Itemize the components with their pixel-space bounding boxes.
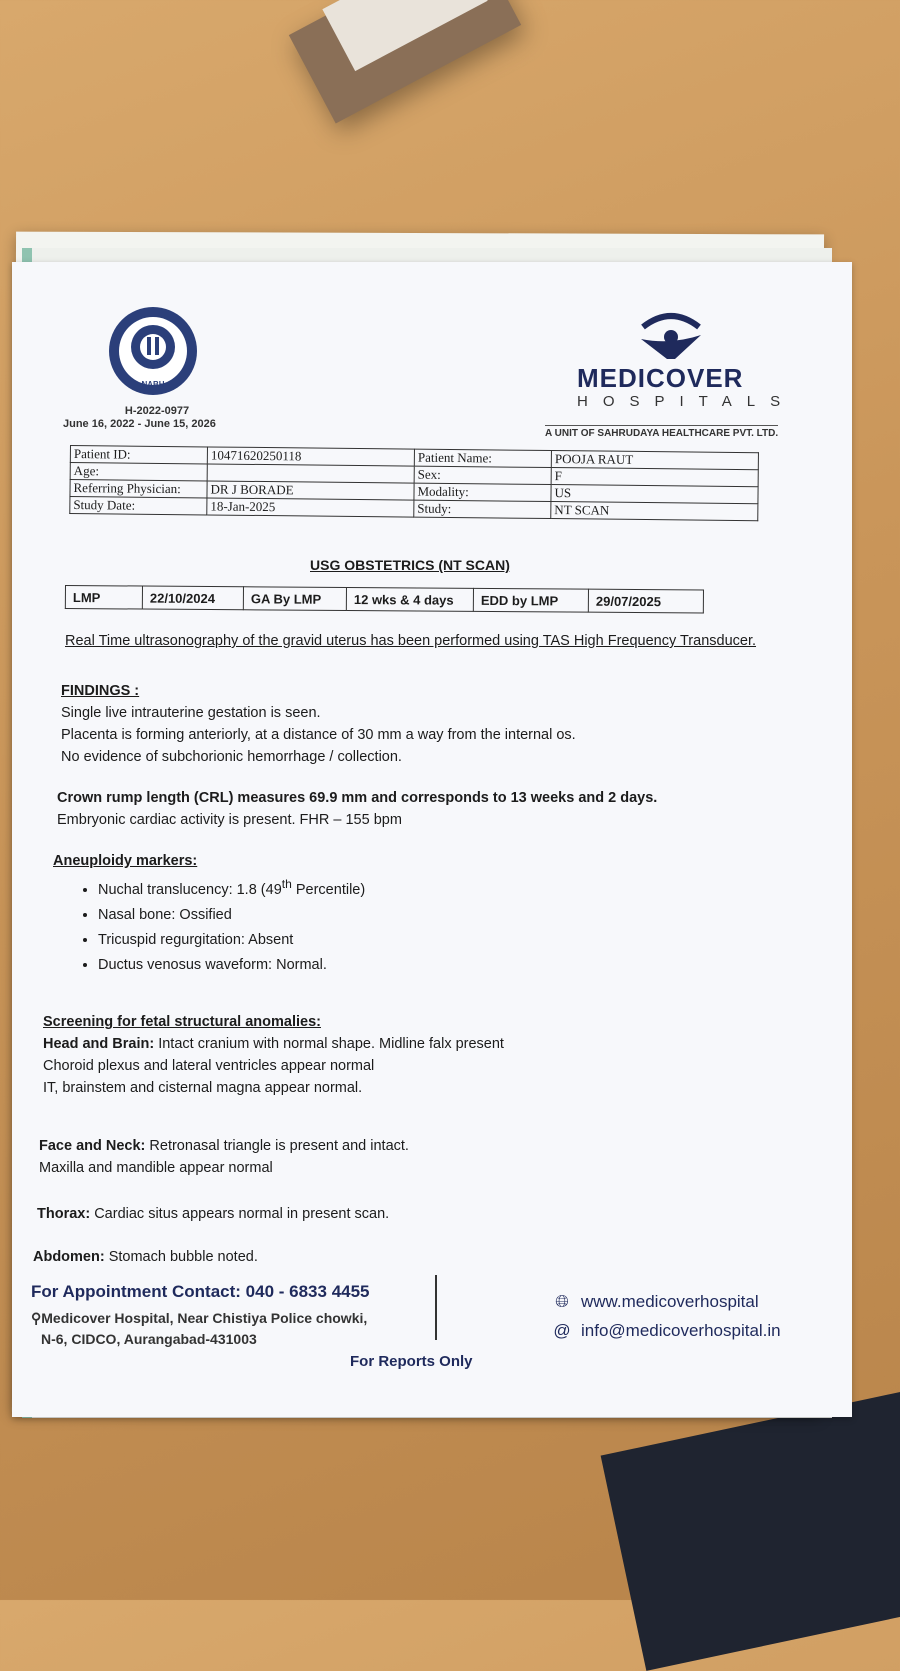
face-line-1: Retronasal triangle is present and intact.: [145, 1138, 409, 1154]
nt-text: Nuchal translucency: 1.8 (49: [98, 881, 282, 898]
patient-id-label: Patient ID:: [70, 446, 207, 464]
reports-note: For Reports Only: [350, 1353, 473, 1370]
ref-value: DR J BORADE: [207, 481, 414, 500]
study-label: Study:: [414, 500, 551, 518]
list-item: • Ductus venosus waveform: Normal.: [98, 953, 365, 978]
study-date-label: Study Date:: [70, 497, 207, 515]
edd-label: EDD by LMP: [473, 588, 588, 612]
finding-line: Placenta is forming anteriorly, at a distance of 30 mm a way from the internal os.: [61, 727, 576, 743]
table-row: [65, 586, 703, 613]
thorax-label: Thorax:: [37, 1206, 91, 1222]
patient-name-label: Patient Name:: [414, 449, 551, 467]
modality-label: Modality:: [414, 483, 551, 501]
marker-list: [53, 872, 365, 978]
globe-icon: 🌐︎: [555, 1292, 569, 1311]
face-section: [39, 1135, 409, 1179]
crl-section: [57, 787, 657, 831]
report-sheet: [25, 275, 835, 1400]
aneuploidy-section: [53, 850, 365, 978]
head-line-1: Intact cranium with normal shape. Midline falx present: [154, 1036, 504, 1052]
report-title: USG OBSTETRICS (NT SCAN): [310, 557, 510, 573]
dark-cloth: [601, 1389, 900, 1671]
crl-measure: Crown rump length (CRL) measures 69.9 mm and corresponds to 13 weeks and 2 days.: [57, 790, 658, 806]
brand-unit: A UNIT OF SAHRUDAYA HEALTHCARE PVT. LTD.: [545, 425, 778, 439]
brand-name: MEDICOVER: [577, 363, 744, 393]
sex-label: Sex:: [414, 466, 551, 484]
email-link[interactable]: info@medicoverhospital.in: [581, 1321, 781, 1340]
brand-subtitle: HOSPITALS: [577, 393, 796, 410]
footer-divider: [435, 1275, 437, 1340]
appointment-contact: For Appointment Contact: 040 - 6833 4455: [31, 1282, 370, 1301]
abdomen-label: Abdomen:: [33, 1249, 105, 1265]
findings-heading: FINDINGS :: [61, 683, 140, 699]
nabh-logo-text: NABH: [141, 380, 165, 389]
finding-line: Single live intrauterine gestation is seen.: [61, 705, 321, 721]
face-line-2: Maxilla and mandible appear normal: [39, 1160, 273, 1176]
at-icon: @: [553, 1321, 571, 1340]
list-item: [98, 872, 365, 903]
aneuploidy-heading: Aneuploidy markers:: [53, 853, 198, 869]
patient-id: 10471620250118: [207, 447, 414, 466]
age-value: [207, 464, 414, 483]
ref-label: Referring Physician:: [70, 480, 207, 498]
sex-value: F: [551, 468, 758, 487]
head-line-3: IT, brainstem and cisternal magna appear normal.: [43, 1080, 363, 1096]
nabh-validity: June 16, 2022 - June 15, 2026: [63, 418, 216, 430]
address-line-1: Medicover Hospital, Near Chistiya Police chowki,: [41, 1310, 368, 1326]
structural-section: [43, 1011, 504, 1099]
cardiac-activity: Embryonic cardiac activity is present. FHR – 155 bpm: [57, 812, 402, 828]
list-item: • Tricuspid regurgitation: Absent: [98, 928, 365, 953]
address-line-2: N-6, CIDCO, Aurangabad-431003: [41, 1331, 257, 1347]
abdomen-text: Stomach bubble noted.: [104, 1249, 258, 1265]
head-label: Head and Brain:: [43, 1036, 155, 1052]
medicover-figure-icon: [635, 309, 707, 369]
hospital-address: [31, 1308, 367, 1350]
study-value: NT SCAN: [551, 502, 758, 521]
nt-superscript: th: [281, 877, 292, 891]
nt-percentile: Percentile): [291, 881, 366, 898]
lmp-label: LMP: [65, 586, 142, 610]
thorax-text: Cardiac situs appears normal in present scan.: [90, 1206, 390, 1222]
contact-links: [553, 1287, 781, 1345]
study-date: 18-Jan-2025: [207, 498, 414, 517]
face-label: Face and Neck:: [39, 1138, 146, 1154]
nabh-seal-icon: [107, 305, 199, 397]
structural-heading: Screening for fetal structural anomalies:: [43, 1014, 321, 1030]
lmp-value: 22/10/2024: [142, 586, 243, 610]
location-pin-icon: ⚲: [31, 1310, 42, 1326]
ga-value: 12 wks & 4 days: [346, 587, 473, 611]
patient-table: [69, 445, 759, 521]
edd-value: 29/07/2025: [588, 589, 703, 613]
list-item: • Nasal bone: Ossified: [98, 903, 365, 928]
intro-text: Real Time ultrasonography of the gravid uterus has been performed using TAS High Frequency Transducer.: [65, 633, 757, 649]
head-line-2: Choroid plexus and lateral ventricles appear normal: [43, 1058, 375, 1074]
website-link[interactable]: www.medicoverhospital: [581, 1292, 759, 1311]
dates-table: [65, 585, 704, 613]
thorax-section: [37, 1203, 389, 1225]
ga-label: GA By LMP: [243, 587, 346, 611]
modality-value: US: [551, 485, 758, 504]
finding-line: No evidence of subchorionic hemorrhage / collection.: [61, 749, 402, 765]
findings-section: [61, 680, 576, 768]
nabh-certificate: H-2022-0977: [124, 405, 190, 417]
abdomen-section: [33, 1246, 258, 1268]
age-label: Age:: [70, 463, 207, 481]
patient-name: POOJA RAUT: [551, 451, 758, 470]
